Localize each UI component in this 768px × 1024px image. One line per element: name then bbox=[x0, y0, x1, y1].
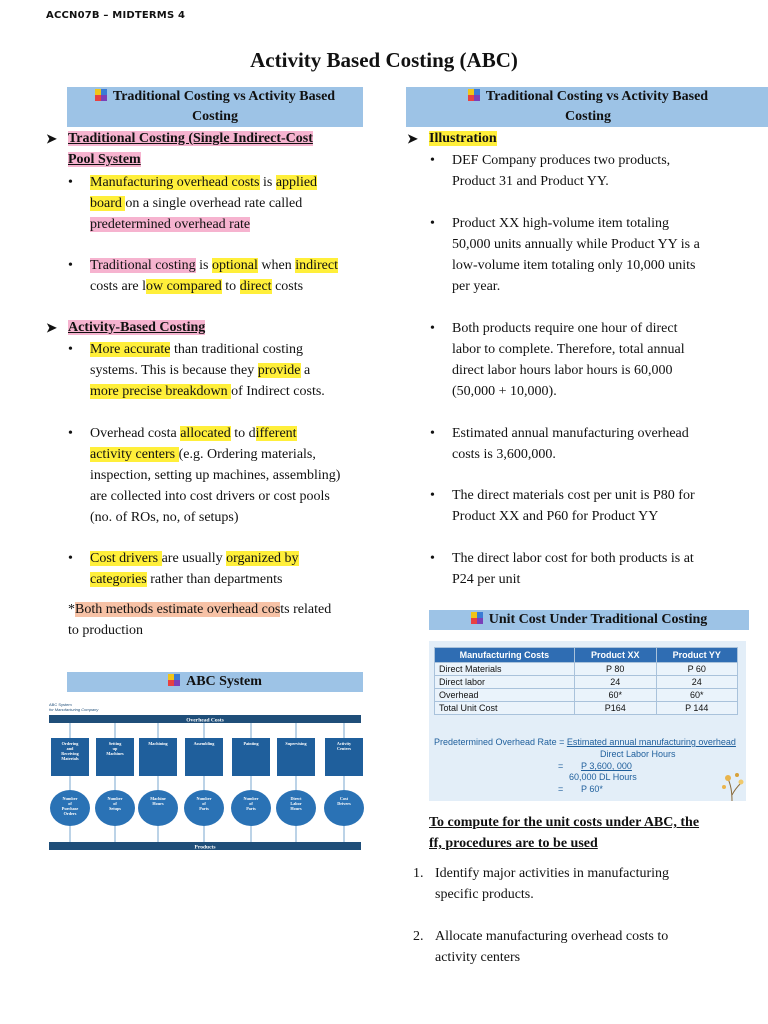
formula-denominator: Direct Labor Hours bbox=[600, 749, 676, 759]
table-header-cell: Product YY bbox=[656, 648, 737, 663]
activity-center-label: Centers bbox=[337, 746, 351, 751]
table-header-cell: Product XX bbox=[574, 648, 656, 663]
cost-driver-label: Orders bbox=[63, 811, 77, 816]
cost-driver-label: Parts bbox=[246, 806, 256, 811]
traditional-costing-heading: ➤ Traditional Costing (Single Indirect-Cost Pool System bbox=[68, 128, 358, 170]
cost-driver-label: Number bbox=[62, 796, 78, 801]
unit-cost-slide bbox=[429, 641, 746, 801]
cost-driver-label: of bbox=[249, 801, 253, 806]
traditional-bullet-1: • Manufacturing overhead costs is applied board on a single overhead rate called predetermined overhead rate bbox=[68, 175, 318, 232]
table-cell: 60* bbox=[574, 689, 656, 702]
cost-driver-label: Direct bbox=[290, 796, 302, 801]
diagram-caption-1: ABC System bbox=[49, 702, 72, 707]
cost-driver-label: of bbox=[202, 801, 206, 806]
procedure-step-2: 2. Allocate manufacturing overhead costs to activity centers bbox=[413, 929, 669, 965]
table-cell: P 144 bbox=[656, 702, 737, 715]
unit-cost-table bbox=[434, 647, 738, 715]
cost-driver-label: Labor bbox=[290, 801, 302, 806]
activity-center-label: Supervising bbox=[285, 741, 307, 746]
table-cell: P164 bbox=[574, 702, 656, 715]
illustration-bullet-2: • Product XX high-volume item totaling 50,000 units annually while Product YY is a low-volume item totaling only 10,000 units per year. bbox=[430, 216, 700, 294]
activity-center-label: Painting bbox=[243, 741, 259, 746]
page-title: Activity Based Costing (ABC) bbox=[250, 48, 518, 72]
section-heading-unit-cost-traditional: Unit Cost Under Traditional Costing bbox=[429, 610, 749, 630]
table-cell: P 80 bbox=[574, 663, 656, 676]
methods-note: *Both methods estimate overhead costs related to production bbox=[68, 602, 332, 638]
abc-bullet-2: • Overhead costa allocated to different activity centers (e.g. Ordering materials, inspection, setting up machines, assembling) are collected into cost drivers or cost pools (no. of ROs, no, of setups) bbox=[68, 426, 341, 525]
diagram-caption-2: for Manufacturing Company bbox=[49, 707, 99, 712]
arrow-bullet-icon: ➤ bbox=[46, 320, 57, 335]
flower-decoration-icon bbox=[719, 769, 745, 801]
cost-driver-label: Parts bbox=[199, 806, 209, 811]
table-cell: P 60 bbox=[656, 663, 737, 676]
illustration-bullet-6: • The direct labor cost for both products is at P24 per unit bbox=[430, 551, 694, 587]
illustration-bullet-5: • The direct materials cost per unit is P80 for Product XX and P60 for Product YY bbox=[430, 488, 695, 524]
cost-driver-label: of bbox=[113, 801, 117, 806]
table-row bbox=[435, 702, 738, 715]
section-heading-traditional-vs-abc-right: Traditional Costing vs Activity Based Costing bbox=[406, 87, 768, 127]
activity-center-label: up bbox=[112, 746, 118, 751]
activity-center-label: and bbox=[66, 746, 74, 751]
procedure-step-1: 1. Identify major activities in manufacturing specific products. bbox=[413, 866, 670, 902]
formula-equals-1: = bbox=[558, 761, 564, 771]
pin-icon bbox=[468, 89, 480, 101]
activity-based-costing-heading: ➤ Activity-Based Costing bbox=[68, 317, 205, 338]
table-row bbox=[435, 676, 738, 689]
activity-center-label: Machines bbox=[106, 751, 124, 756]
table-cell: 24 bbox=[574, 676, 656, 689]
cost-driver-label: Hours bbox=[290, 806, 302, 811]
table-row bbox=[435, 663, 738, 676]
pin-icon bbox=[168, 674, 180, 686]
cost-driver-label: Setups bbox=[109, 806, 121, 811]
cost-driver-label: Number bbox=[243, 796, 259, 801]
cost-driver-label: of bbox=[68, 801, 72, 806]
section-heading-traditional-vs-abc: Traditional Costing vs Activity Based Costing bbox=[67, 87, 363, 127]
illustration-heading: ➤ Illustration bbox=[429, 128, 497, 149]
activity-center-label: Assembling bbox=[193, 741, 215, 746]
cost-driver-label: Purchase bbox=[61, 806, 79, 811]
activity-center-label: Ordering bbox=[61, 741, 79, 746]
activity-center-label: Machining bbox=[148, 741, 168, 746]
abc-system-diagram bbox=[47, 700, 365, 852]
table-cell: 24 bbox=[656, 676, 737, 689]
table-row bbox=[435, 689, 738, 702]
activity-center-label: Materials bbox=[61, 756, 79, 761]
table-cell: Total Unit Cost bbox=[435, 702, 575, 715]
section-heading-abc-system: ABC System bbox=[67, 672, 363, 692]
formula-equals-2: = bbox=[558, 784, 564, 794]
traditional-bullet-2: • Traditional costing is optional when indirect costs are low compared to direct costs bbox=[68, 258, 338, 294]
cost-driver-label: Cost bbox=[339, 796, 349, 801]
abc-bullet-1: • More accurate than traditional costing systems. This is because they provide a more precise breakdown of Indirect costs. bbox=[68, 342, 325, 399]
pin-icon bbox=[95, 89, 107, 101]
products-label: Products bbox=[194, 844, 216, 851]
activity-center-label: Setting bbox=[108, 741, 122, 746]
overhead-costs-label: Overhead Costs bbox=[186, 717, 224, 724]
illustration-bullet-4: • Estimated annual manufacturing overhead costs is 3,600,000. bbox=[430, 426, 689, 462]
page-header: ACCN07B – MIDTERMS 4 bbox=[46, 10, 186, 21]
compute-procedure-heading: To compute for the unit costs under ABC, the ff, procedures are to be used bbox=[429, 815, 700, 851]
table-cell: Overhead bbox=[435, 689, 575, 702]
formula-numerator-value: P 3,600, 000 bbox=[581, 761, 632, 771]
illustration-bullet-1: • DEF Company produces two products, Product 31 and Product YY. bbox=[430, 153, 671, 189]
formula-result: P 60* bbox=[581, 784, 603, 794]
illustration-bullet-3: • Both products require one hour of direct labor to complete. Therefore, total annual direct labor hours labor hours is 60,000 (50,000 + 10,000). bbox=[430, 321, 685, 399]
arrow-bullet-icon: ➤ bbox=[407, 131, 418, 146]
activity-center-label: Receiving bbox=[61, 751, 79, 756]
formula-denominator-value: 60,000 DL Hours bbox=[569, 772, 637, 782]
cost-driver-label: Number bbox=[196, 796, 212, 801]
cost-driver-label: Number bbox=[107, 796, 123, 801]
table-cell: Direct Materials bbox=[435, 663, 575, 676]
arrow-bullet-icon: ➤ bbox=[46, 131, 57, 146]
abc-bullet-3: • Cost drivers are usually organized by categories rather than departments bbox=[68, 551, 299, 587]
pin-icon bbox=[471, 612, 483, 624]
cost-driver-label: Drivers bbox=[337, 801, 351, 806]
table-cell: 60* bbox=[656, 689, 737, 702]
cost-driver-label: Hours bbox=[152, 801, 164, 806]
activity-center-label: Activity bbox=[336, 741, 352, 746]
table-cell: Direct labor bbox=[435, 676, 575, 689]
table-header-cell: Manufacturing Costs bbox=[435, 648, 575, 663]
cost-driver-label: Machine bbox=[150, 796, 166, 801]
overhead-rate-formula: Predetermined Overhead Rate = Estimated annual manufacturing overhead bbox=[434, 737, 736, 747]
